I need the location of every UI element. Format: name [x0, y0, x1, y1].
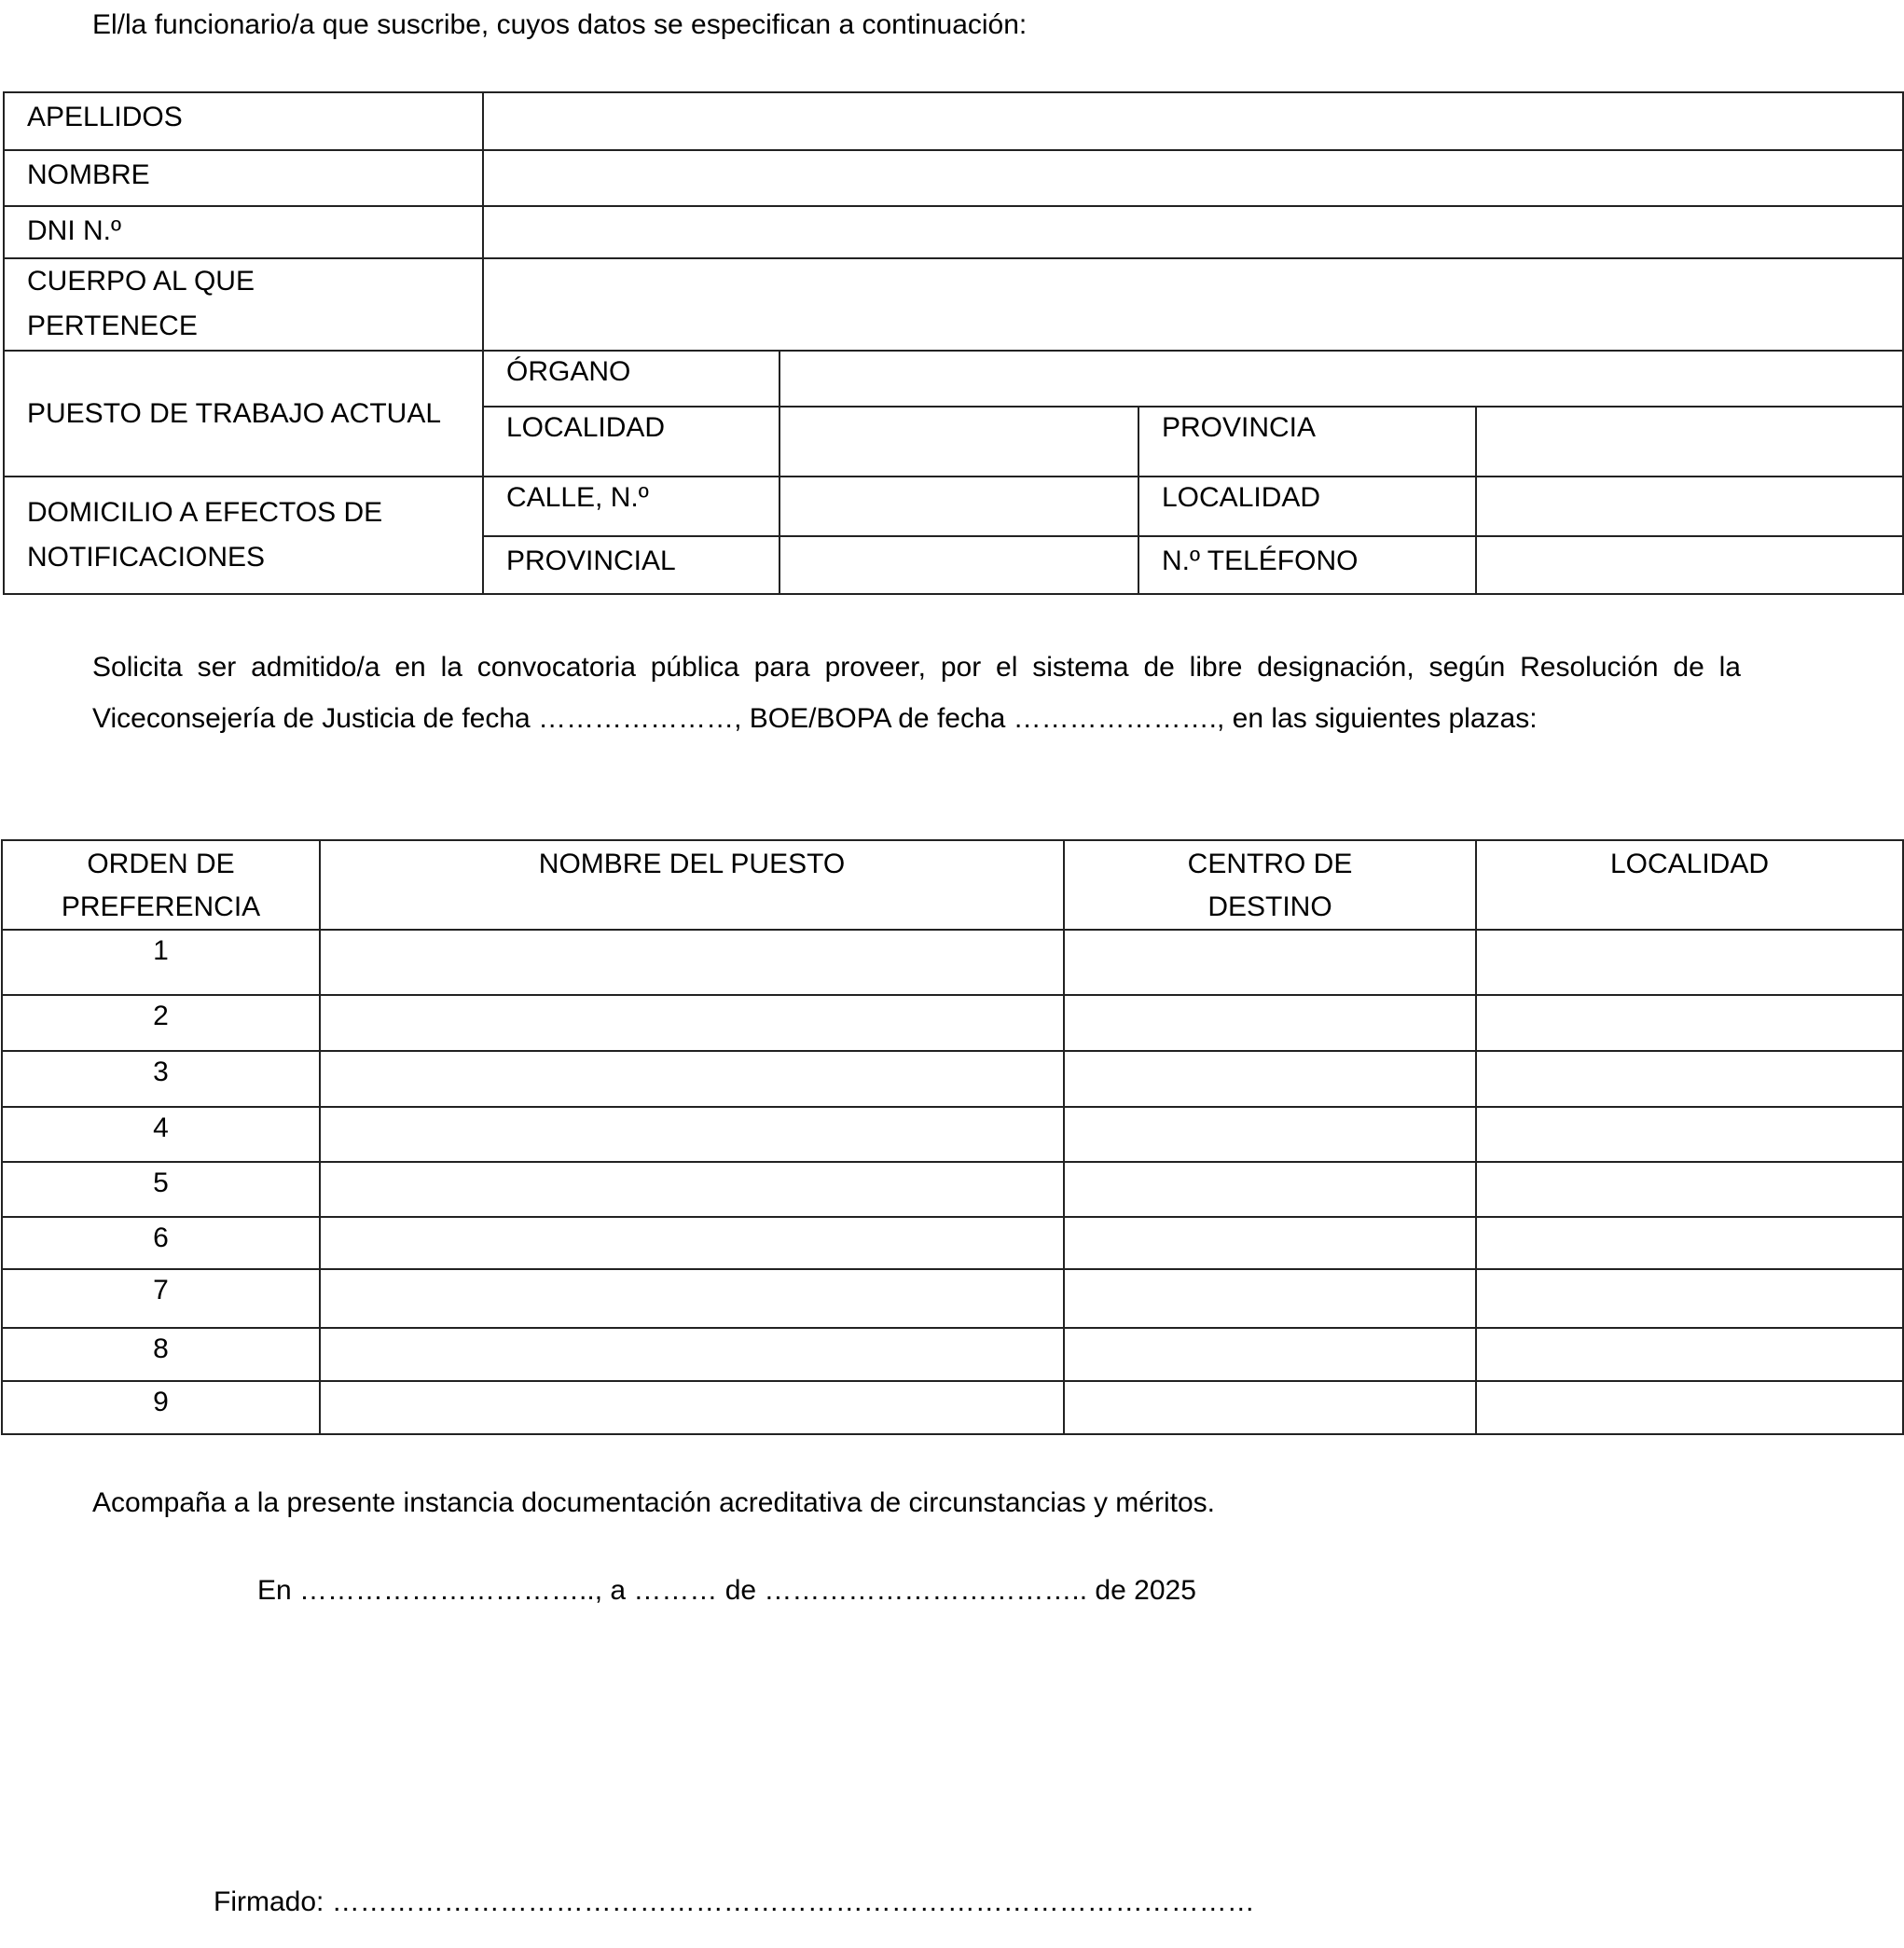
label-domicilio: DOMICILIO A EFECTOS DE NOTIFICACIONES: [4, 477, 483, 594]
cell-localidad[interactable]: [1476, 1381, 1903, 1434]
label-nombre: NOMBRE: [4, 150, 483, 206]
cell-nombre-puesto[interactable]: [320, 1328, 1064, 1381]
cell-centro-destino[interactable]: [1064, 1162, 1476, 1217]
table-row: [2, 1107, 1903, 1162]
plazas-table: [1, 839, 1904, 1435]
cell-centro-destino[interactable]: [1064, 1217, 1476, 1269]
row-number: 9: [2, 1381, 320, 1434]
header-nombre-puesto: NOMBRE DEL PUESTO: [320, 840, 1064, 930]
cell-localidad[interactable]: [1476, 1051, 1903, 1107]
label-apellidos: APELLIDOS: [4, 92, 483, 150]
attach-text: Acompaña a la presente instancia documentación acreditativa de circunstancias y méritos.: [92, 1487, 1215, 1518]
cell-nombre-puesto[interactable]: [320, 1162, 1064, 1217]
cell-centro-destino[interactable]: [1064, 995, 1476, 1051]
field-localidad-domicilio[interactable]: [1476, 477, 1903, 536]
cell-nombre-puesto[interactable]: [320, 1269, 1064, 1328]
field-calle[interactable]: [780, 477, 1138, 536]
label-dni: DNI N.º: [4, 206, 483, 258]
table-row: [2, 1217, 1903, 1269]
date-line: En ………………………….., a ……… de …………………………….. de 2025: [257, 1575, 1196, 1606]
cell-nombre-puesto[interactable]: [320, 930, 1064, 995]
cell-localidad[interactable]: [1476, 1217, 1903, 1269]
row-number: 3: [2, 1051, 320, 1107]
field-telefono[interactable]: [1476, 536, 1903, 594]
label-puesto: PUESTO DE TRABAJO ACTUAL: [4, 351, 483, 477]
label-provincia: PROVINCIA: [1138, 407, 1476, 477]
field-provincial[interactable]: [780, 536, 1138, 594]
label-cuerpo: CUERPO AL QUE PERTENECE: [4, 258, 483, 351]
label-localidad: LOCALIDAD: [483, 407, 780, 477]
cell-centro-destino[interactable]: [1064, 1107, 1476, 1162]
cell-nombre-puesto[interactable]: [320, 995, 1064, 1051]
field-cuerpo[interactable]: [483, 258, 1903, 351]
row-number: 4: [2, 1107, 320, 1162]
personal-data-table: [3, 91, 1904, 595]
field-provincia[interactable]: [1476, 407, 1903, 477]
cell-nombre-puesto[interactable]: [320, 1381, 1064, 1434]
cell-localidad[interactable]: [1476, 1328, 1903, 1381]
field-dni[interactable]: [483, 206, 1903, 258]
table-row: [2, 995, 1903, 1051]
row-number: 7: [2, 1269, 320, 1328]
cell-nombre-puesto[interactable]: [320, 1217, 1064, 1269]
label-provincial: PROVINCIAL: [483, 536, 780, 594]
header-localidad: LOCALIDAD: [1476, 840, 1903, 930]
row-number: 8: [2, 1328, 320, 1381]
cell-centro-destino[interactable]: [1064, 1328, 1476, 1381]
label-telefono: N.º TELÉFONO: [1138, 536, 1476, 594]
header-orden: ORDEN DE PREFERENCIA: [2, 840, 320, 930]
label-localidad-domicilio: LOCALIDAD: [1138, 477, 1476, 536]
cell-localidad[interactable]: [1476, 1107, 1903, 1162]
table-row: [2, 1051, 1903, 1107]
field-apellidos[interactable]: [483, 92, 1903, 150]
table-row: [2, 1381, 1903, 1434]
table-row: [2, 1328, 1903, 1381]
signature-line: Firmado: ………………………………………………………………………………………: [214, 1886, 1255, 1917]
field-organo[interactable]: [780, 351, 1903, 407]
table-row: [2, 930, 1903, 995]
field-nombre[interactable]: [483, 150, 1903, 206]
table-row: [2, 1269, 1903, 1328]
intro-text: El/la funcionario/a que suscribe, cuyos datos se especifican a continuación:: [92, 9, 1028, 40]
cell-localidad[interactable]: [1476, 930, 1903, 995]
cell-nombre-puesto[interactable]: [320, 1051, 1064, 1107]
row-number: 1: [2, 930, 320, 995]
cell-centro-destino[interactable]: [1064, 930, 1476, 995]
label-calle: CALLE, N.º: [483, 477, 780, 536]
cell-centro-destino[interactable]: [1064, 1269, 1476, 1328]
header-centro-destino: CENTRO DE DESTINO: [1064, 840, 1476, 930]
cell-localidad[interactable]: [1476, 1269, 1903, 1328]
row-number: 6: [2, 1217, 320, 1269]
cell-localidad[interactable]: [1476, 995, 1903, 1051]
table-row: [2, 1162, 1903, 1217]
cell-nombre-puesto[interactable]: [320, 1107, 1064, 1162]
cell-centro-destino[interactable]: [1064, 1051, 1476, 1107]
field-localidad[interactable]: [780, 407, 1138, 477]
request-paragraph: Solicita ser admitido/a en la convocatoria pública para proveer, por el sistema de libre designación, según Resolución de la Viceconsejería de Justicia de fecha …………………, BOE/BOPA de fecha …………………., en las siguientes plazas:: [92, 652, 1741, 734]
row-number: 5: [2, 1162, 320, 1217]
row-number: 2: [2, 995, 320, 1051]
cell-centro-destino[interactable]: [1064, 1381, 1476, 1434]
label-organo: ÓRGANO: [483, 351, 780, 407]
cell-localidad[interactable]: [1476, 1162, 1903, 1217]
